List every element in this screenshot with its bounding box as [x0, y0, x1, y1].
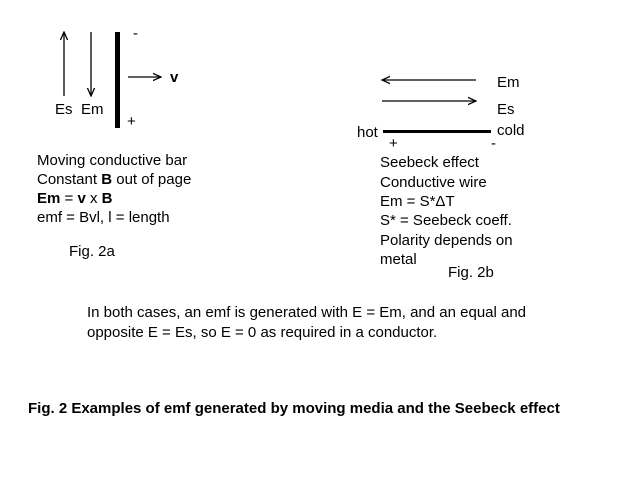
fig2b-em-label: Em [497, 74, 520, 91]
fig2a-em-label: Em [81, 101, 104, 118]
fig2b-desc-line1: Seebeck effect [380, 154, 479, 171]
fig2a-es-label: Es [55, 101, 73, 118]
velocity-label: v [170, 69, 179, 86]
hot-label: hot [357, 124, 378, 141]
fig2b-desc-line4: S* = Seebeck coeff. [380, 212, 512, 229]
fig2a-desc-line4: emf = Bvl, l = length [37, 209, 170, 226]
paragraph-line2: opposite E = Es, so E = 0 as required in a conductor. [87, 324, 438, 341]
explanation-paragraph [87, 303, 577, 343]
fig2a-label: Fig. 2a [69, 243, 115, 260]
cold-label: cold [497, 122, 525, 139]
fig2b-desc-line3: Em = S*ΔT [380, 193, 455, 210]
fig2b-label: Fig. 2b [448, 264, 494, 281]
conductive-wire [383, 130, 491, 133]
fig2b-minus-label: - [491, 135, 496, 152]
fig2a-desc-line2: Constant B out of page [37, 171, 192, 188]
fig2a-desc-line3: Em = v x B [37, 190, 113, 207]
fig2a-plus-label: + [127, 113, 136, 130]
paragraph-line1: In both cases, an emf is generated with E = Em, and an equal and [87, 304, 527, 321]
figure-caption: Fig. 2 Examples of emf generated by moving media and the Seebeck effect [28, 400, 560, 417]
fig2b-desc-line2: Conductive wire [380, 174, 487, 191]
fig2b-plus-label: + [389, 135, 398, 152]
fig2a-desc-line1: Moving conductive bar [37, 152, 188, 169]
fig2a-minus-label: - [133, 25, 138, 42]
fig2b-es-label: Es [497, 101, 515, 118]
fig2b-desc-line6: metal [380, 251, 417, 268]
conductive-bar [115, 32, 120, 128]
fig2b-desc-line5: Polarity depends on [380, 232, 513, 249]
